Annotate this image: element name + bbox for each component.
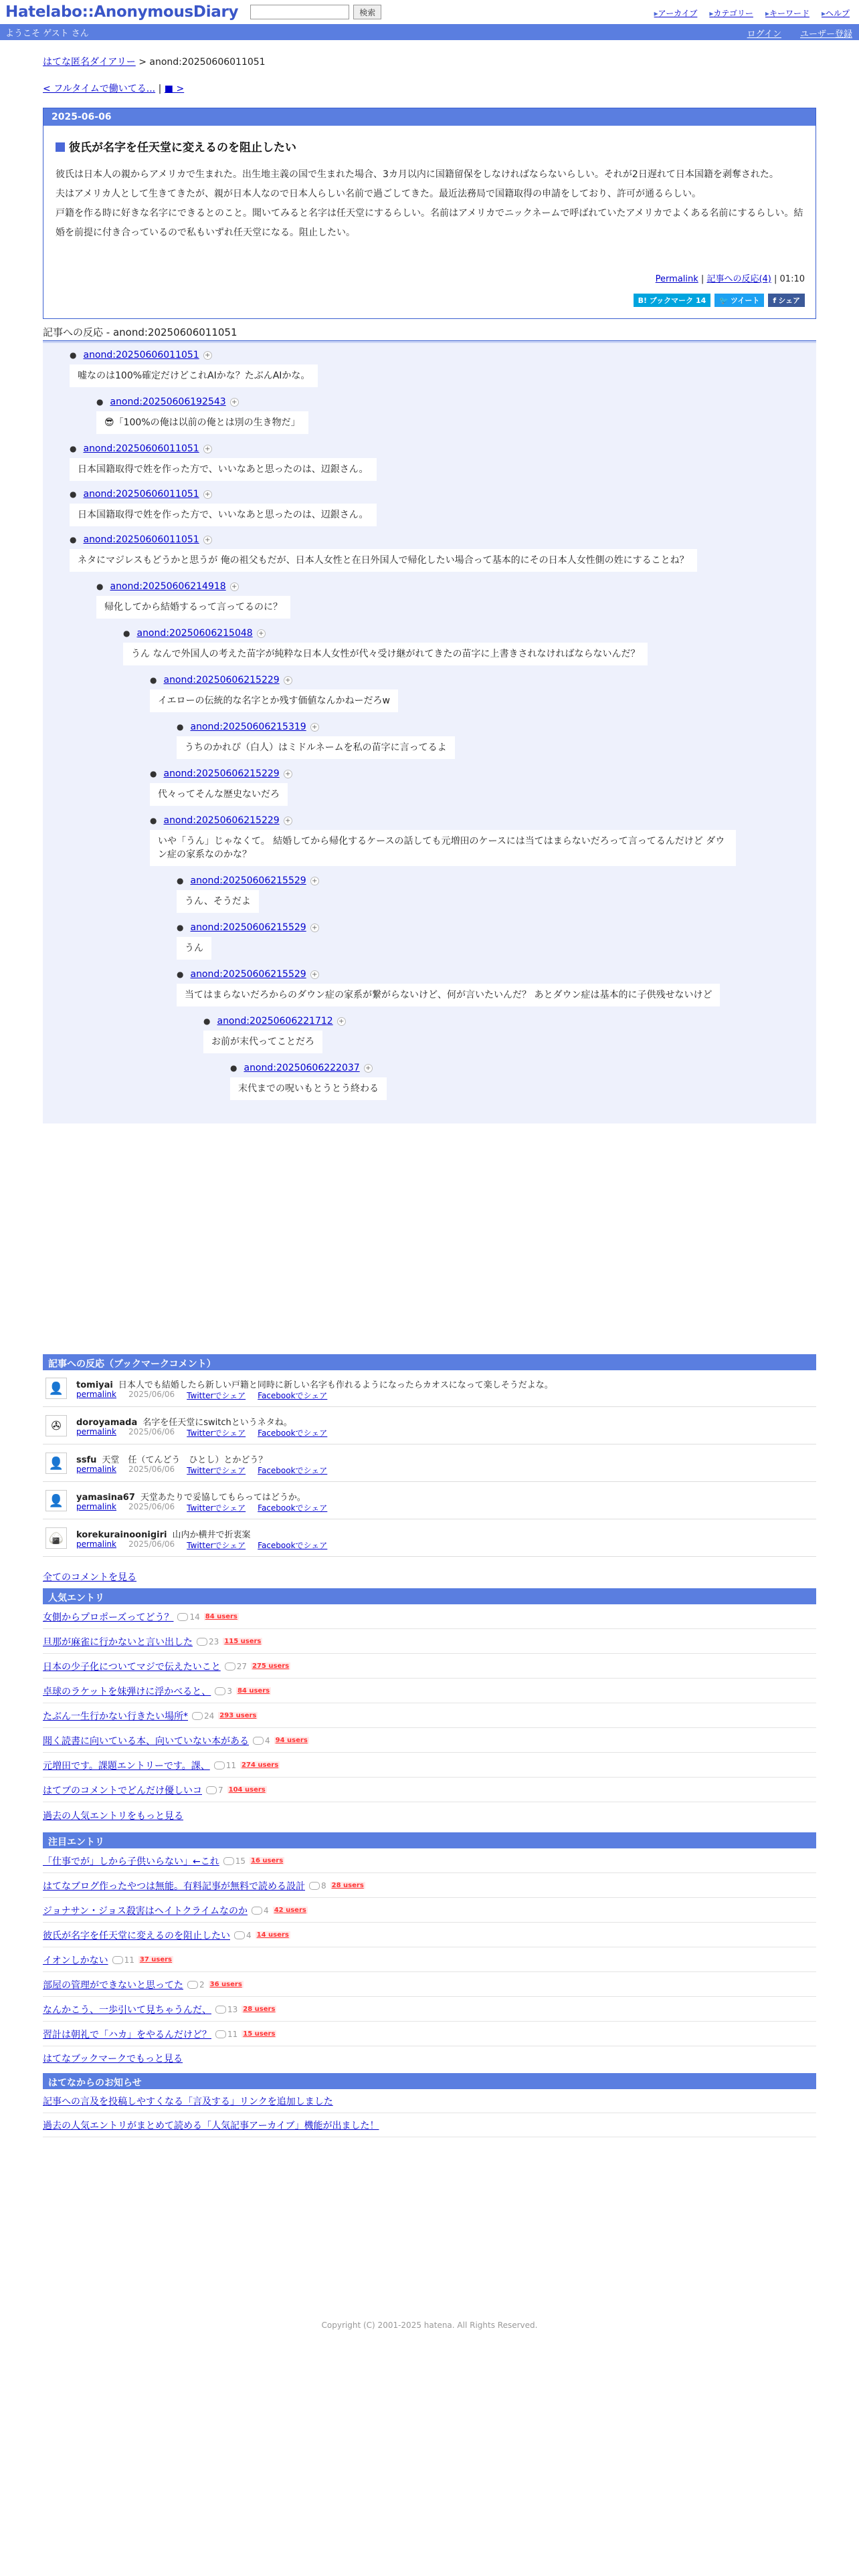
hot-heading: 注目エントリ bbox=[43, 1832, 816, 1848]
reaction-item bbox=[96, 581, 290, 619]
users-badge[interactable]: 94 users bbox=[275, 1737, 308, 1744]
expand-icon[interactable]: + bbox=[230, 398, 239, 407]
notice-link[interactable]: 過去の人気エントリがまとめて読める「人気記事アーカイブ」機能が出ました！ bbox=[43, 2120, 379, 2131]
bullet-icon: ● bbox=[96, 582, 104, 591]
reaction-id-link[interactable]: anond:20250606011051 bbox=[83, 443, 199, 454]
entry-title-link[interactable]: 聞く読書に向いている本、向いていない本がある bbox=[43, 1735, 249, 1747]
expand-icon[interactable]: + bbox=[257, 629, 266, 638]
reaction-item bbox=[177, 722, 455, 759]
reaction-text: お前が末代ってことだろ bbox=[203, 1031, 322, 1053]
comment-actions bbox=[76, 1502, 327, 1513]
pager-sep: | bbox=[158, 84, 162, 94]
comment-permalink[interactable]: permalink bbox=[76, 1465, 116, 1474]
reaction-id-link[interactable]: anond:20250606215529 bbox=[190, 969, 306, 980]
bullet-icon: ● bbox=[150, 769, 157, 778]
comment-date: 2025/06/06 bbox=[128, 1427, 175, 1436]
expand-icon[interactable]: + bbox=[364, 1064, 373, 1073]
reaction-id-row bbox=[150, 675, 398, 685]
reaction-id-link[interactable]: anond:20250606215319 bbox=[190, 722, 306, 732]
reaction-text: イエローの伝統的な名字とか残す価値なんかねーだろw bbox=[150, 689, 398, 712]
comment-date: 2025/06/06 bbox=[128, 1465, 175, 1474]
reaction-id-link[interactable]: anond:20250606215529 bbox=[190, 922, 306, 933]
reaction-id-link[interactable]: anond:20250606215229 bbox=[163, 815, 280, 826]
comment-date: 2025/06/06 bbox=[128, 1539, 175, 1549]
reaction-item bbox=[150, 768, 292, 806]
comment-user[interactable]: ssfu bbox=[76, 1455, 97, 1465]
facebook-share-link[interactable]: Facebookでシェア bbox=[258, 1541, 328, 1550]
expand-icon[interactable]: + bbox=[203, 490, 212, 499]
comment-count[interactable]: 4 bbox=[253, 1736, 270, 1745]
bullet-icon: ● bbox=[177, 722, 184, 732]
next-entry-link[interactable]: ■ > bbox=[164, 84, 185, 94]
comment-count[interactable]: 24 bbox=[192, 1711, 214, 1721]
entry-title-link[interactable]: 女側からプロポーズってどう？ bbox=[43, 1612, 174, 1623]
bookmark-comment bbox=[43, 1447, 816, 1482]
help-link[interactable]: ▸ ヘルプ bbox=[822, 7, 850, 19]
entry-title-link[interactable]: 「仕事でが」しから子供いらない」←これ bbox=[43, 1856, 219, 1867]
site-header bbox=[0, 0, 859, 24]
bookmark-comments-heading: 記事への反応（ブックマークコメント） bbox=[43, 1354, 816, 1370]
bullet-icon: ● bbox=[70, 490, 77, 499]
users-badge[interactable]: 104 users bbox=[228, 1786, 266, 1794]
reaction-item bbox=[70, 443, 377, 481]
reaction-id-link[interactable]: anond:20250606192543 bbox=[110, 397, 226, 407]
article-time: 01:10 bbox=[779, 274, 805, 284]
tweet-label: ツイート bbox=[730, 296, 760, 305]
reaction-id-link[interactable]: anond:20250606215229 bbox=[163, 768, 280, 779]
facebook-share-link[interactable]: Facebookでシェア bbox=[258, 1391, 328, 1400]
expand-icon[interactable]: + bbox=[203, 351, 212, 360]
entry-title-link[interactable]: たぶん一生行かない行きたい場所* bbox=[43, 1711, 188, 1722]
reaction-id-row bbox=[150, 815, 736, 826]
breadcrumb-sep: > bbox=[138, 57, 147, 68]
article-paragraph: 夫はアメリカ人として生きてきたが、親が日本人なので日本人らしい名前で過ごしてきた。最近法務局で国籍取得の申請をしており、許可が通るらしい。 bbox=[56, 189, 702, 199]
keyword-link[interactable]: ▸ キーワード bbox=[765, 7, 809, 19]
entry-item bbox=[43, 1753, 816, 1778]
reaction-text: 当てはまらないだろからのダウン症の家系が繋がらないけど、何が言いたいんだ？ あとダウン症は基本的に子供残せないけど bbox=[177, 984, 720, 1006]
login-link[interactable]: ログイン bbox=[747, 29, 781, 39]
entry-title-link[interactable]: 彼氏が名字を任天堂に変えるのを阻止したい bbox=[43, 1930, 230, 1941]
article bbox=[43, 108, 816, 319]
reaction-id-row bbox=[203, 1016, 346, 1027]
users-badge[interactable]: 37 users bbox=[139, 1956, 173, 1963]
expand-icon[interactable]: + bbox=[230, 582, 239, 591]
comment-text: 名字を任天堂にswitchというネタね。 bbox=[142, 1418, 292, 1428]
users-badge[interactable]: 115 users bbox=[224, 1638, 262, 1645]
comment-line bbox=[76, 1453, 267, 1465]
entry-item bbox=[43, 2022, 816, 2046]
reactions-link[interactable]: 記事への反応(4) bbox=[706, 274, 771, 284]
expand-icon[interactable]: + bbox=[310, 723, 319, 732]
twitter-share-link[interactable]: Twitterでシェア bbox=[187, 1466, 246, 1475]
comment-count[interactable]: 15 bbox=[223, 1856, 246, 1866]
prev-entry-link[interactable]: < フルタイムで働いてる... bbox=[43, 84, 156, 94]
twitter-share-link[interactable]: Twitterでシェア bbox=[187, 1391, 246, 1400]
reaction-id-row bbox=[230, 1063, 387, 1073]
category-link[interactable]: ▸ カテゴリー bbox=[709, 7, 753, 19]
comment-actions bbox=[76, 1465, 327, 1476]
comment-line bbox=[76, 1527, 250, 1540]
comment-user[interactable]: tomiyai bbox=[76, 1380, 113, 1390]
comment-user[interactable]: yamasina67 bbox=[76, 1493, 135, 1503]
bullet-icon: ● bbox=[177, 876, 184, 885]
entry-title-link[interactable]: 旦那が麻雀に行かないと言い出した bbox=[43, 1636, 193, 1648]
user-bar bbox=[0, 24, 859, 40]
welcome-text: ようこそ ゲスト さん bbox=[5, 28, 89, 39]
users-badge[interactable]: 28 users bbox=[243, 2006, 276, 2013]
reaction-item bbox=[70, 534, 697, 572]
comment-permalink[interactable]: permalink bbox=[76, 1390, 116, 1399]
comment-count[interactable]: 3 bbox=[215, 1687, 232, 1696]
bullet-icon: ● bbox=[123, 629, 130, 638]
bullet-icon: ● bbox=[230, 1063, 237, 1073]
article-paragraph: 戸籍を作る時に好きな名字にできるとのこと。聞いてみると名字は任天堂にするらしい。名前はアメリカでニックネームで呼ばれていたアメリカでよくある名前にするらしい。結婚を前提に付き合っているので私もいずれ任天堂になる。阻止したい。 bbox=[56, 208, 803, 238]
comment-line bbox=[76, 1490, 306, 1503]
tweet-button[interactable] bbox=[714, 294, 764, 307]
comment-text: 日本人でも結婚したら新しい戸籍と同時に新しい名字も作れるようになったらカオスになって楽しそうだよな。 bbox=[118, 1380, 553, 1390]
reaction-text: ネタにマジレスもどうかと思うが 俺の祖父もだが、日本人女性と在日外国人で帰化したい場合って基本的にその日本人女性側の姓にすることね？ bbox=[70, 549, 697, 572]
reaction-id-link[interactable]: anond:20250606011051 bbox=[83, 489, 199, 500]
comment-text: 山内か横井で折衷案 bbox=[172, 1530, 251, 1540]
entry-item bbox=[43, 1899, 816, 1923]
comment-text: 天堂あたりで妥協してもらってはどうか。 bbox=[140, 1493, 306, 1503]
reaction-item bbox=[150, 815, 736, 866]
expand-icon[interactable]: + bbox=[310, 970, 319, 979]
entry-title-link[interactable]: はてなブログ作ったやつは無能。有料記事が無料で読める設計 bbox=[43, 1881, 305, 1892]
reaction-id-row bbox=[177, 969, 720, 980]
comment-text: 天堂 任（てんどう ひとし）とかどう？ bbox=[102, 1455, 268, 1465]
reaction-item bbox=[70, 489, 377, 526]
reaction-text: 嘘なのは100%確定だけどこれAIかな？たぶんAIかな。 bbox=[70, 364, 318, 387]
users-badge[interactable]: 14 users bbox=[256, 1931, 289, 1939]
users-badge[interactable]: 15 users bbox=[243, 2030, 276, 2038]
entry-title-link[interactable]: 日本の少子化についてマジで伝えたいこと bbox=[43, 1661, 221, 1673]
reaction-id-row bbox=[177, 875, 319, 886]
users-badge[interactable]: 42 users bbox=[274, 1907, 306, 1914]
entry-item bbox=[43, 1998, 816, 2022]
reaction-text: うん なんで外国人の考えた苗字が純粋な日本人女性が代々受け継がれてきたの苗字に上書きされなければならないんだ？ bbox=[123, 643, 648, 665]
expand-icon[interactable]: + bbox=[203, 445, 212, 453]
facebook-share-link[interactable]: Facebookでシェア bbox=[258, 1428, 328, 1438]
entry-title-link[interactable]: 部屋の管理ができないと思ってた bbox=[43, 1979, 183, 1991]
entry-title-link[interactable]: なんかこう、一歩引いて見ちゃうんだ、 bbox=[43, 2004, 211, 2016]
comment-count[interactable]: 27 bbox=[225, 1662, 247, 1671]
twitter-share-link[interactable]: Twitterでシェア bbox=[187, 1428, 246, 1438]
breadcrumb-current: anond:20250606011051 bbox=[149, 57, 266, 68]
share-buttons bbox=[634, 294, 805, 307]
comment-actions bbox=[76, 1390, 327, 1401]
reaction-item bbox=[230, 1063, 387, 1100]
users-badge[interactable]: 36 users bbox=[209, 1981, 242, 1988]
bullet-icon: ● bbox=[70, 350, 77, 360]
expand-icon[interactable]: + bbox=[310, 877, 319, 885]
twitter-share-link[interactable]: Twitterでシェア bbox=[187, 1503, 246, 1513]
users-badge[interactable]: 275 users bbox=[252, 1662, 290, 1670]
reaction-id-link[interactable]: anond:20250606215229 bbox=[163, 675, 280, 685]
bookmark-comment bbox=[43, 1410, 816, 1444]
square-icon bbox=[56, 142, 65, 152]
notice-item bbox=[43, 2113, 816, 2137]
entry-item bbox=[43, 1729, 816, 1753]
users-badge[interactable]: 28 users bbox=[331, 1882, 364, 1889]
users-badge[interactable]: 16 users bbox=[251, 1857, 284, 1864]
reaction-item bbox=[150, 675, 398, 712]
bullet-icon: ● bbox=[203, 1016, 211, 1026]
all-comments-link[interactable]: 全てのコメントを見る bbox=[43, 1572, 136, 1583]
comment-count[interactable]: 4 bbox=[234, 1931, 252, 1940]
notice-link[interactable]: 記事への言及を投稿しやすくなる「言及する」リンクを追加しました bbox=[43, 2096, 333, 2107]
reaction-text: 帰化してから結婚するって言ってるのに？ bbox=[96, 596, 290, 619]
entry-title-link[interactable]: はてブのコメントでどんだけ優しいコ bbox=[43, 1785, 202, 1796]
reaction-id-row bbox=[70, 350, 318, 360]
breadcrumb-home[interactable]: はてな匿名ダイアリー bbox=[43, 57, 136, 68]
reaction-item bbox=[203, 1016, 346, 1053]
comment-count[interactable]: 14 bbox=[177, 1612, 199, 1622]
users-badge[interactable]: 274 users bbox=[242, 1761, 279, 1769]
entry-item bbox=[43, 1630, 816, 1654]
comment-actions bbox=[76, 1539, 327, 1551]
expand-icon[interactable]: + bbox=[203, 536, 212, 544]
reaction-id-link[interactable]: anond:20250606011051 bbox=[83, 534, 199, 545]
users-badge[interactable]: 84 users bbox=[237, 1687, 270, 1695]
entry-title-link[interactable]: ジョナサン・ジョス殺害はヘイトクライムなのか bbox=[43, 1905, 248, 1917]
entry-item bbox=[43, 1874, 816, 1898]
comment-line bbox=[76, 1378, 553, 1390]
reaction-item bbox=[177, 875, 319, 913]
hatena-bookmark-button[interactable]: B! ブックマーク 14 bbox=[634, 294, 711, 307]
reaction-id-row bbox=[96, 581, 290, 592]
site-logo[interactable]: Hatelabo::AnonymousDiary bbox=[5, 3, 239, 21]
twitter-share-link[interactable]: Twitterでシェア bbox=[187, 1541, 246, 1550]
entry-title-link[interactable]: 卓球のラケットを妹弾けに浮かべると、 bbox=[43, 1686, 211, 1697]
avatar[interactable]: 👤 bbox=[45, 1453, 67, 1474]
article-meta: Permalink | 記事への反応(4) | 01:10 bbox=[655, 274, 805, 284]
reaction-item bbox=[177, 969, 720, 1006]
register-link[interactable]: ユーザー登録 bbox=[799, 29, 852, 39]
article-title-text: 彼氏が名字を任天堂に変えるのを阻止したい bbox=[69, 141, 296, 154]
comment-count[interactable]: 4 bbox=[252, 1906, 269, 1915]
comment-permalink[interactable]: permalink bbox=[76, 1502, 116, 1511]
comment-count[interactable]: 23 bbox=[197, 1637, 219, 1646]
comment-user[interactable]: doroyamada bbox=[76, 1418, 138, 1428]
entry-title-link[interactable]: 習計は朝礼で「ハカ」をやるんだけど？ bbox=[43, 2029, 211, 2040]
bookmark-comment bbox=[43, 1485, 816, 1519]
comment-line bbox=[76, 1415, 292, 1428]
bullet-icon: ● bbox=[150, 675, 157, 685]
reaction-id-row bbox=[177, 922, 319, 933]
expand-icon[interactable]: + bbox=[284, 817, 292, 825]
bullet-icon: ● bbox=[177, 970, 184, 979]
hot-more-link[interactable]: はてなブックマークでもっと見る bbox=[43, 2054, 183, 2064]
reaction-id-row bbox=[123, 628, 648, 639]
users-badge[interactable]: 84 users bbox=[205, 1613, 237, 1620]
article-paragraph: 彼氏は日本人の親からアメリカで生まれた。出生地主義の国で生まれた場合、3カ月以内に国籍留保をしなければならないらしい。それが2日遅れて日本国籍を剥奪された。 bbox=[56, 169, 779, 180]
reaction-id-row bbox=[96, 397, 308, 407]
reaction-id-row bbox=[70, 534, 697, 545]
notices-heading: はてなからのお知らせ bbox=[43, 2073, 816, 2089]
expand-icon[interactable]: + bbox=[337, 1017, 346, 1026]
reaction-item bbox=[70, 350, 318, 387]
reaction-text: 日本国籍取得で姓を作った方で、いいなあと思ったのは、辺銀さん。 bbox=[70, 504, 377, 526]
expand-icon[interactable]: + bbox=[310, 924, 319, 932]
entry-item bbox=[43, 1654, 816, 1679]
header-links bbox=[654, 7, 850, 19]
comment-count[interactable]: 7 bbox=[206, 1786, 223, 1795]
expand-icon[interactable]: + bbox=[284, 770, 292, 778]
entry-item bbox=[43, 1605, 816, 1629]
reaction-item bbox=[123, 628, 648, 665]
search-input[interactable] bbox=[250, 5, 349, 19]
reaction-id-link[interactable]: anond:20250606215048 bbox=[136, 628, 253, 639]
facebook-share-button[interactable] bbox=[768, 294, 805, 307]
expand-icon[interactable]: + bbox=[284, 676, 292, 685]
reaction-id-row bbox=[70, 443, 377, 454]
facebook-share-link[interactable]: Facebookでシェア bbox=[258, 1466, 328, 1475]
pager bbox=[43, 82, 184, 95]
avatar[interactable]: ✇ bbox=[45, 1415, 67, 1436]
comment-actions bbox=[76, 1427, 327, 1438]
comment-user[interactable]: korekurainoonigiri bbox=[76, 1530, 167, 1540]
entry-item bbox=[43, 1849, 816, 1873]
article-title bbox=[56, 138, 816, 154]
entry-item bbox=[43, 1704, 816, 1728]
reaction-item bbox=[177, 922, 319, 960]
facebook-label: シェア bbox=[778, 296, 800, 305]
entry-item bbox=[43, 1948, 816, 1972]
notice-item bbox=[43, 2089, 816, 2113]
comment-count[interactable]: 13 bbox=[215, 2005, 237, 2014]
bullet-icon: ● bbox=[150, 816, 157, 825]
entry-item bbox=[43, 1679, 816, 1703]
reaction-item bbox=[96, 397, 308, 434]
reaction-text: 😎「100%の俺は以前の俺とは別の生き物だ」 bbox=[96, 411, 308, 434]
footer: Copyright (C) 2001-2025 hatena. All Rights Reserved. bbox=[321, 2321, 538, 2330]
bullet-icon: ● bbox=[177, 923, 184, 932]
popular-heading: 人気エントリ bbox=[43, 1588, 816, 1604]
entry-title-link[interactable]: イオンしかない bbox=[43, 1955, 108, 1966]
twitter-icon: 🐦 bbox=[719, 296, 729, 305]
breadcrumb bbox=[43, 55, 266, 68]
bullet-icon: ● bbox=[70, 444, 77, 453]
popular-more-link[interactable]: 過去の人気エントリをもっと見る bbox=[43, 1811, 183, 1822]
entry-title-link[interactable]: 元増田です。課題エントリーです。課、 bbox=[43, 1760, 210, 1772]
comment-count[interactable]: 8 bbox=[309, 1881, 326, 1891]
facebook-icon: f bbox=[773, 296, 777, 305]
comment-count[interactable]: 11 bbox=[214, 1761, 236, 1770]
reaction-text: 日本国籍取得で姓を作った方で、いいなあと思ったのは、辺銀さん。 bbox=[70, 458, 377, 481]
entry-item bbox=[43, 1778, 816, 1802]
bookmark-comment bbox=[43, 1522, 816, 1557]
facebook-share-link[interactable]: Facebookでシェア bbox=[258, 1503, 328, 1513]
comment-permalink[interactable]: permalink bbox=[76, 1427, 116, 1436]
article-body bbox=[56, 165, 803, 243]
comment-count[interactable]: 11 bbox=[215, 2030, 237, 2039]
bullet-icon: ● bbox=[96, 397, 104, 407]
avatar[interactable]: 👤 bbox=[45, 1378, 67, 1399]
reaction-id-link[interactable]: anond:20250606215529 bbox=[190, 875, 306, 886]
comment-date: 2025/06/06 bbox=[128, 1502, 175, 1511]
avatar[interactable]: 👤 bbox=[45, 1490, 67, 1511]
archive-link[interactable]: ▸ アーカイブ bbox=[654, 7, 698, 19]
comment-permalink[interactable]: permalink bbox=[76, 1539, 116, 1549]
reaction-id-row bbox=[70, 489, 377, 500]
reaction-id-link[interactable]: anond:20250606222037 bbox=[244, 1063, 360, 1073]
comment-date: 2025/06/06 bbox=[128, 1390, 175, 1399]
search-button[interactable]: 検索 bbox=[353, 5, 381, 19]
reaction-id-row bbox=[150, 768, 292, 779]
bullet-icon: ● bbox=[70, 535, 77, 544]
reactions-label: 記事への反応 - anond:20250606011051 bbox=[43, 325, 816, 341]
reaction-text: うん、そうだよ bbox=[177, 890, 259, 913]
reaction-text: 末代までの呪いもとうとう終わる bbox=[230, 1077, 387, 1100]
avatar[interactable]: 🍙 bbox=[45, 1527, 67, 1549]
reaction-id-row bbox=[177, 722, 455, 732]
reaction-text: 代々ってそんな歴史ないだろ bbox=[150, 783, 288, 806]
reaction-tree bbox=[43, 341, 816, 1123]
reaction-text: うちのかれぴ（白人）はミドルネームを私の苗字に言ってるよ bbox=[177, 736, 455, 759]
permalink[interactable]: Permalink bbox=[655, 274, 698, 284]
reaction-id-link[interactable]: anond:20250606214918 bbox=[110, 581, 226, 592]
article-date: 2025-06-06 bbox=[43, 108, 816, 126]
reaction-text: うん bbox=[177, 937, 211, 960]
reaction-id-link[interactable]: anond:20250606221712 bbox=[217, 1016, 333, 1027]
reaction-text: いや「うん」じゃなくて。 結婚してから帰化するケースの話しても元増田のケースには当てはまらないだろって言ってるんだけど ダウン症の家系なのかな？ bbox=[150, 830, 736, 866]
entry-item bbox=[43, 1923, 816, 1947]
comment-count[interactable]: 2 bbox=[187, 1980, 205, 1990]
comment-count[interactable]: 11 bbox=[112, 1955, 134, 1965]
users-badge[interactable]: 293 users bbox=[219, 1712, 257, 1719]
reaction-id-link[interactable]: anond:20250606011051 bbox=[83, 350, 199, 360]
bookmark-comment bbox=[43, 1372, 816, 1407]
entry-item bbox=[43, 1973, 816, 1997]
